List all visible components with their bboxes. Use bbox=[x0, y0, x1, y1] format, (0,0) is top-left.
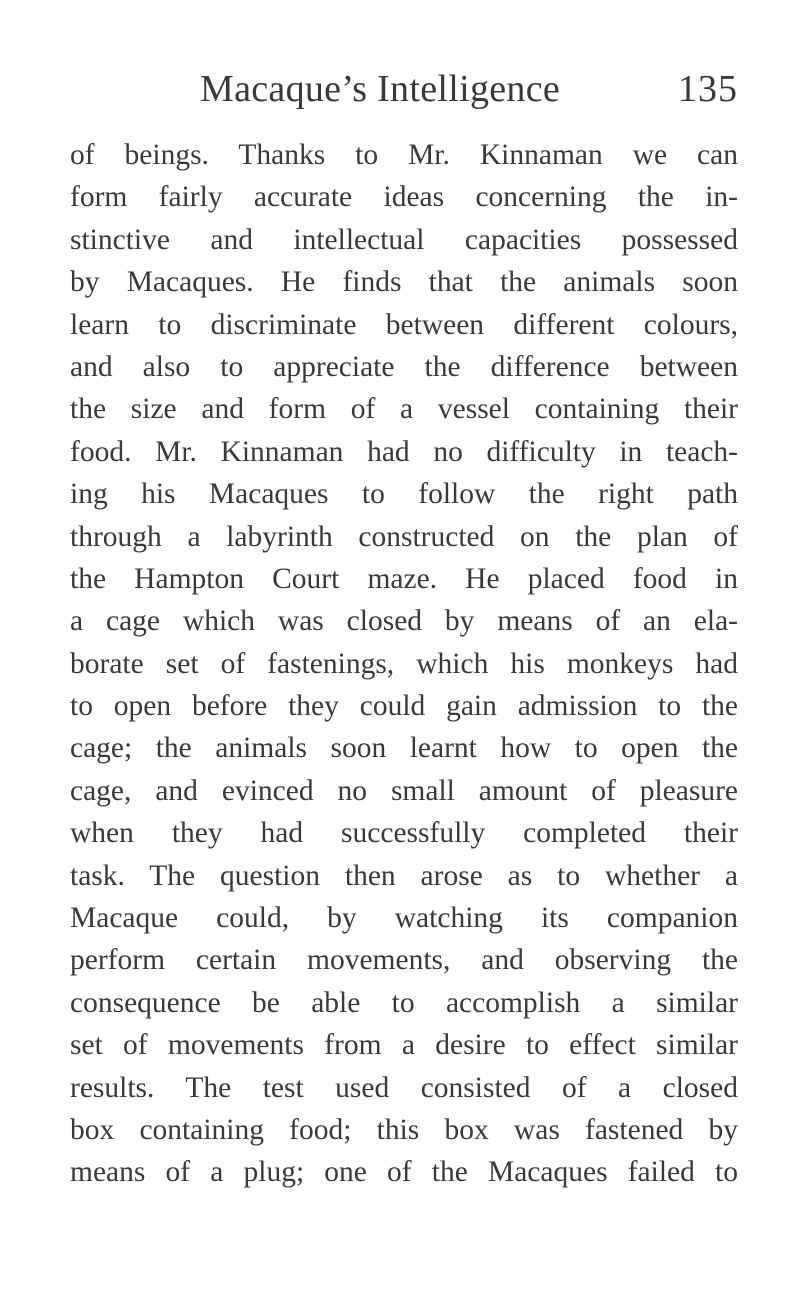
text-line: ing his Macaques to follow the right path bbox=[70, 478, 738, 511]
page-number: 135 bbox=[678, 68, 738, 110]
text-line: when they had successfully completed their bbox=[70, 817, 738, 850]
text-line: task. The question then arose as to whether a bbox=[70, 859, 738, 892]
text-line: the size and form of a vessel containing their bbox=[70, 393, 738, 426]
text-line: Macaque could, by watching its companion bbox=[70, 902, 738, 935]
running-title: Macaque’s Intelligence bbox=[200, 68, 561, 110]
text-line: cage, and evinced no small amount of pleasure bbox=[70, 774, 738, 807]
text-line: the Hampton Court maze. He placed food in bbox=[70, 562, 738, 595]
text-line: box containing food; this box was fastened by bbox=[70, 1113, 738, 1146]
text-line: learn to discriminate between different colours, bbox=[70, 308, 738, 341]
text-line: through a labyrinth constructed on the plan of bbox=[70, 520, 738, 553]
text-line: consequence be able to accomplish a similar bbox=[70, 986, 738, 1019]
text-line: means of a plug; one of the Macaques failed to bbox=[70, 1156, 738, 1189]
text-line: to open before they could gain admission to the bbox=[70, 690, 738, 723]
running-head bbox=[70, 64, 738, 114]
text-line: cage; the animals soon learnt how to open the bbox=[70, 732, 738, 765]
body-text bbox=[70, 134, 738, 1194]
text-line: results. The test used consisted of a closed bbox=[70, 1071, 738, 1104]
text-line: a cage which was closed by means of an ela- bbox=[70, 605, 738, 638]
text-line: by Macaques. He finds that the animals soon bbox=[70, 266, 738, 299]
text-line: form fairly accurate ideas concerning the in- bbox=[70, 181, 738, 214]
text-line: set of movements from a desire to effect similar bbox=[70, 1029, 738, 1062]
text-line: borate set of fastenings, which his monkeys had bbox=[70, 647, 738, 680]
text-line: of beings. Thanks to Mr. Kinnaman we can bbox=[70, 139, 738, 171]
text-line: stinctive and intellectual capacities possessed bbox=[70, 223, 738, 256]
text-line: food. Mr. Kinnaman had no difficulty in teach- bbox=[70, 435, 738, 468]
text-line: perform certain movements, and observing the bbox=[70, 944, 738, 977]
text-line: and also to appreciate the difference between bbox=[70, 350, 738, 383]
